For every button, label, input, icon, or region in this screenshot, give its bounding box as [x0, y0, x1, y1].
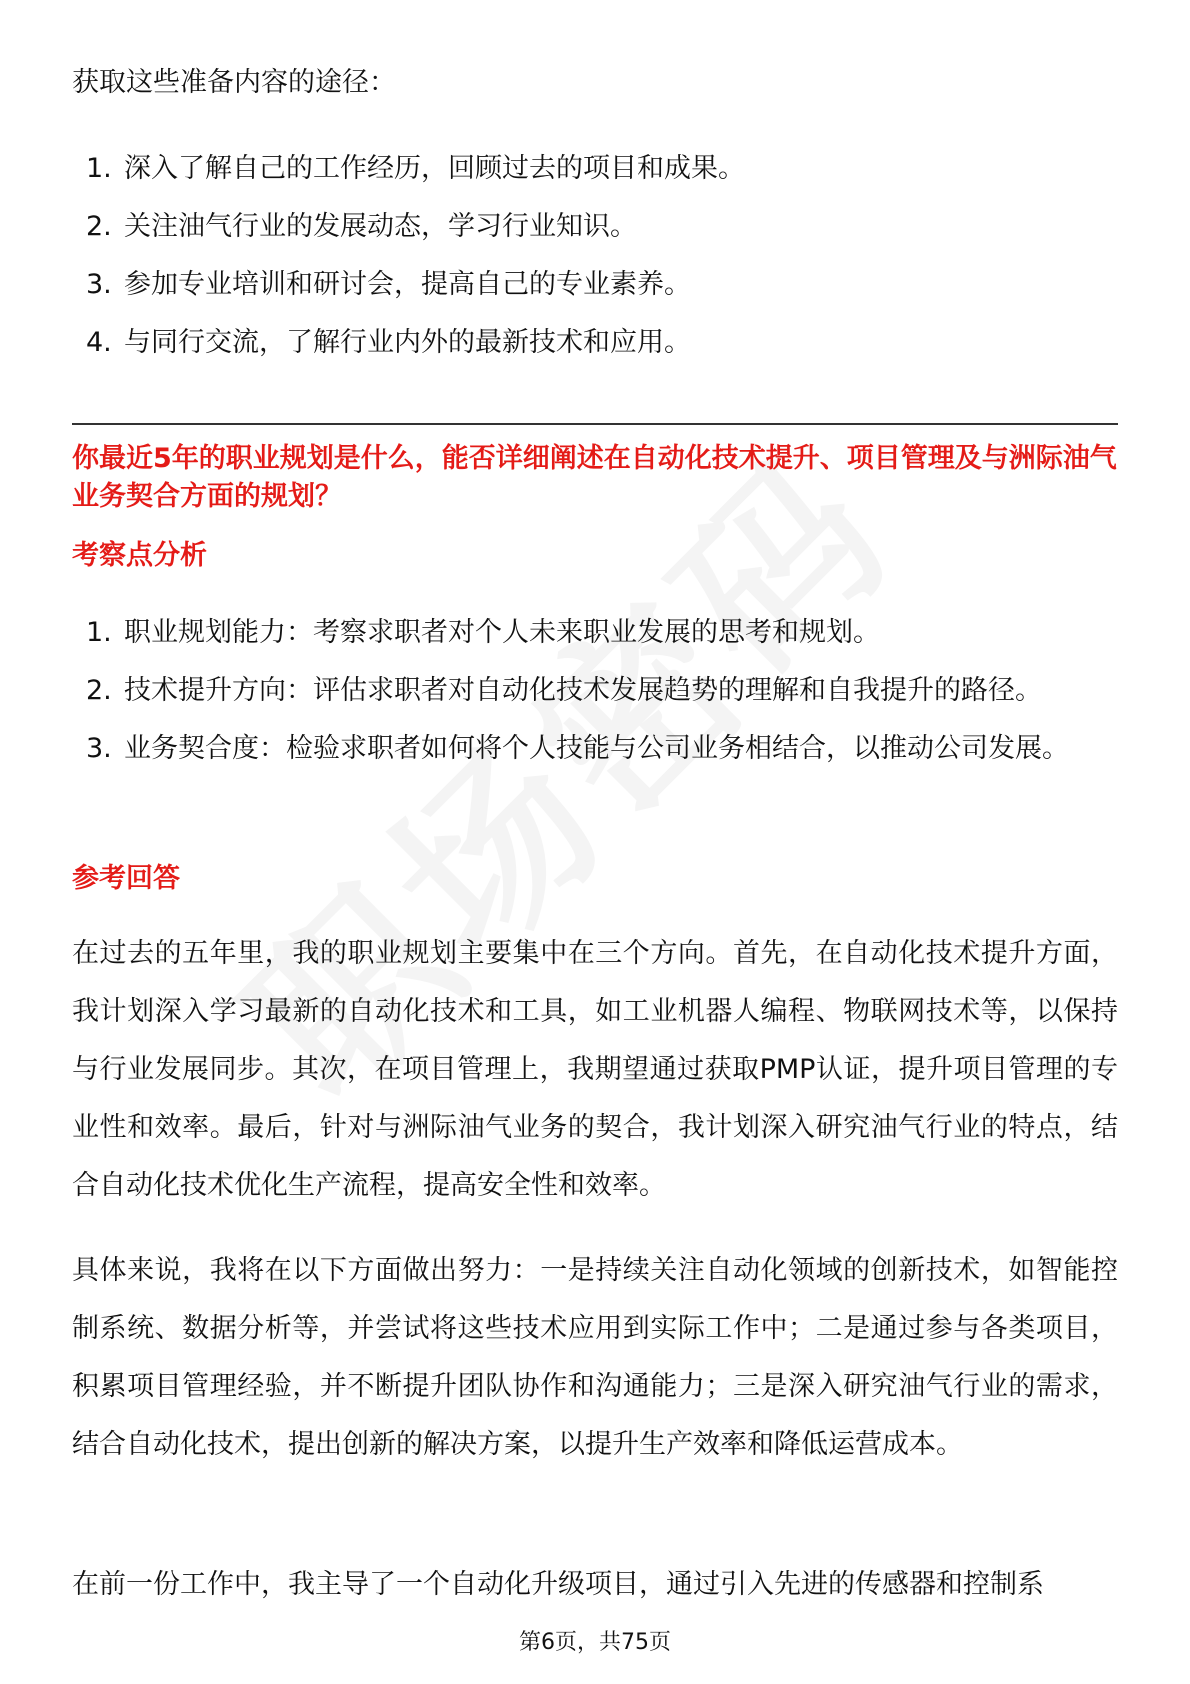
answer-paragraph: 在前一份工作中，我主导了一个自动化升级项目，通过引入先进的传感器和控制系 — [72, 1569, 1044, 1600]
list-item — [72, 720, 1118, 778]
list-text: 职业规划能力：考察求职者对个人未来职业发展的思考和规划。 — [124, 617, 880, 648]
question-heading: 你最近5年的职业规划是什么，能否详细阐述在自动化技术提升、项目管理及与洲际油气业务契合方面的规划？ — [72, 443, 1117, 512]
list-number: 2. — [86, 675, 112, 706]
divider — [72, 423, 1118, 425]
method-list — [72, 140, 1118, 372]
list-text: 技术提升方向：评估求职者对自动化技术发展趋势的理解和自我提升的路径。 — [124, 675, 1042, 706]
answer-paragraph: 在过去的五年里，我的职业规划主要集中在三个方向。首先，在自动化技术提升方面，我计划深入学习最新的自动化技术和工具，如工业机器人编程、物联网技术等，以保持与行业发展同步。其次，在项目管理上，我期望通过获取PMP认证，提升项目管理的专业性和效率。最后，针对与洲际油气业务的契合，我计划深入研究油气行业的特点，结合自动化技术优化生产流程，提高安全性和效率。 — [72, 938, 1118, 1201]
answer-paragraph: 具体来说，我将在以下方面做出努力：一是持续关注自动化领域的创新技术，如智能控制系统、数据分析等，并尝试将这些技术应用到实际工作中；二是通过参与各类项目，积累项目管理经验，并不断提升团队协作和沟通能力；三是深入研究油气行业的需求，结合自动化技术，提出创新的解决方案，以提升生产效率和降低运营成本。 — [72, 1255, 1118, 1460]
page-footer: 第6页，共75页 — [519, 1630, 671, 1655]
list-item — [72, 198, 1118, 256]
list-number: 3. — [86, 733, 112, 764]
list-item — [72, 604, 1118, 662]
list-text: 关注油气行业的发展动态，学习行业知识。 — [124, 211, 637, 242]
list-number: 4. — [86, 327, 112, 358]
list-item — [72, 256, 1118, 314]
list-text: 与同行交流，了解行业内外的最新技术和应用。 — [124, 327, 691, 358]
list-text: 深入了解自己的工作经历，回顾过去的项目和成果。 — [124, 153, 745, 184]
list-number: 3. — [86, 269, 112, 300]
analysis-heading: 考察点分析 — [72, 540, 207, 571]
analysis-list — [72, 604, 1118, 778]
list-number: 1. — [86, 617, 112, 648]
list-text: 业务契合度：检验求职者如何将个人技能与公司业务相结合，以推动公司发展。 — [124, 733, 1069, 764]
list-text: 参加专业培训和研讨会，提高自己的专业素养。 — [124, 269, 691, 300]
list-item — [72, 140, 1118, 198]
list-item — [72, 662, 1118, 720]
list-number: 1. — [86, 153, 112, 184]
list-number: 2. — [86, 211, 112, 242]
answer-heading: 参考回答 — [72, 863, 180, 894]
intro-text: 获取这些准备内容的途径： — [72, 67, 396, 98]
list-item — [72, 314, 1118, 372]
